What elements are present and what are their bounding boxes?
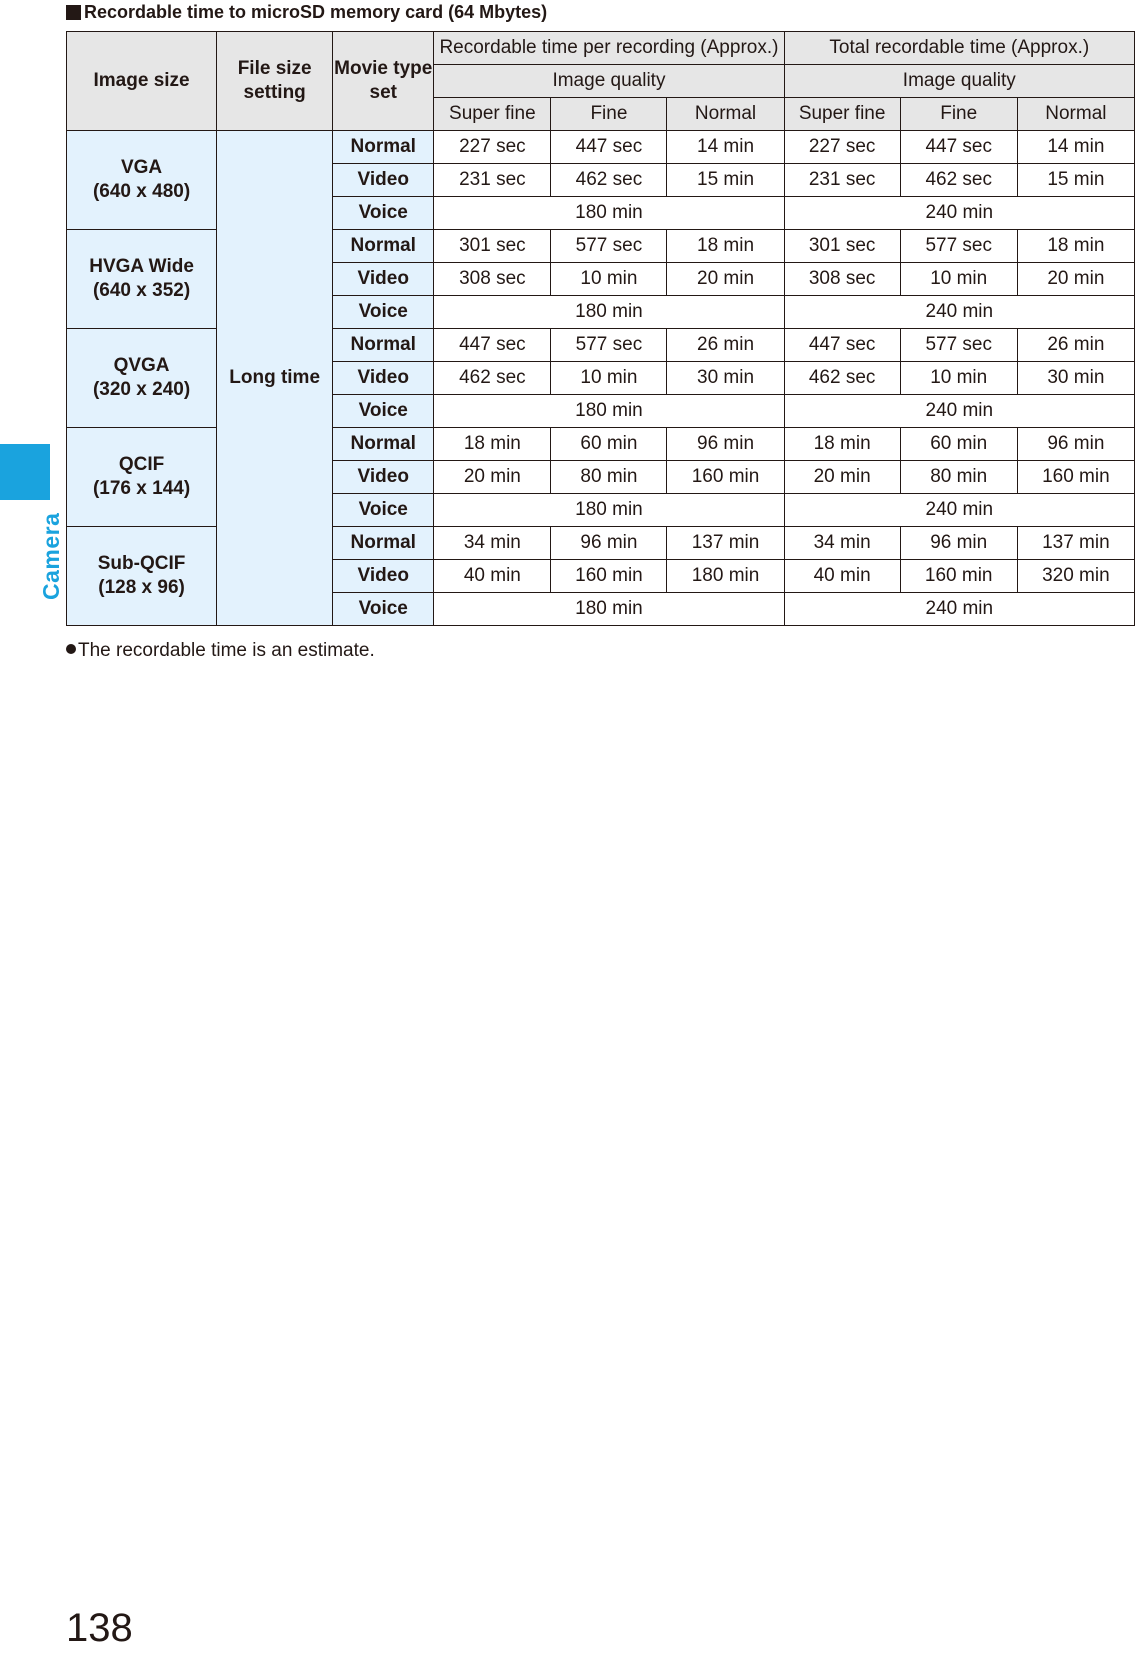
voice-total-cell: 240 min	[784, 494, 1134, 527]
header-quality-fine: Fine	[551, 98, 667, 131]
value-cell: 30 min	[667, 362, 784, 395]
value-cell: 447 sec	[434, 329, 551, 362]
value-cell: 20 min	[434, 461, 551, 494]
value-cell: 447 sec	[900, 131, 1017, 164]
value-cell: 10 min	[900, 362, 1017, 395]
image-size-resolution: (320 x 240)	[92, 379, 191, 400]
movie-type-cell: Video	[333, 362, 434, 395]
value-cell: 34 min	[784, 527, 900, 560]
value-cell: 10 min	[900, 263, 1017, 296]
value-cell: 308 sec	[434, 263, 551, 296]
header-total: Total recordable time (Approx.)	[784, 32, 1134, 65]
header-image-quality: Image quality	[434, 65, 784, 98]
value-cell: 96 min	[667, 428, 784, 461]
movie-type-cell: Normal	[333, 329, 434, 362]
movie-type-cell: Normal	[333, 428, 434, 461]
movie-type-cell: Normal	[333, 527, 434, 560]
voice-total-cell: 240 min	[784, 593, 1134, 626]
value-cell: 14 min	[1017, 131, 1134, 164]
movie-type-cell: Normal	[333, 230, 434, 263]
movie-type-cell: Voice	[333, 593, 434, 626]
square-bullet-icon	[66, 5, 81, 20]
voice-per-recording-cell: 180 min	[434, 296, 784, 329]
image-size-resolution: (128 x 96)	[98, 577, 185, 598]
section-heading	[66, 0, 547, 24]
chapter-tab-marker	[0, 444, 50, 500]
value-cell: 96 min	[900, 527, 1017, 560]
value-cell: 160 min	[1017, 461, 1134, 494]
value-cell: 40 min	[784, 560, 900, 593]
value-cell: 462 sec	[784, 362, 900, 395]
movie-type-cell: Video	[333, 560, 434, 593]
image-size-cell	[67, 230, 217, 329]
value-cell: 137 min	[667, 527, 784, 560]
value-cell: 20 min	[667, 263, 784, 296]
value-cell: 577 sec	[551, 329, 667, 362]
file-size-setting-cell: Long time	[217, 131, 333, 626]
table-row	[67, 131, 1135, 164]
image-size-cell	[67, 131, 217, 230]
value-cell: 462 sec	[551, 164, 667, 197]
movie-type-cell: Normal	[333, 131, 434, 164]
value-cell: 447 sec	[784, 329, 900, 362]
value-cell: 231 sec	[784, 164, 900, 197]
chapter-label: Camera	[38, 512, 64, 600]
value-cell: 40 min	[434, 560, 551, 593]
value-cell: 301 sec	[434, 230, 551, 263]
header-movie-type-set: Movie type set	[333, 32, 434, 131]
value-cell: 137 min	[1017, 527, 1134, 560]
value-cell: 18 min	[1017, 230, 1134, 263]
value-cell: 227 sec	[434, 131, 551, 164]
image-size-resolution: (176 x 144)	[92, 478, 191, 499]
value-cell: 577 sec	[900, 329, 1017, 362]
header-quality-normal: Normal	[667, 98, 784, 131]
section-heading-text: Recordable time to microSD memory card (64 Mbytes)	[84, 1, 548, 22]
voice-total-cell: 240 min	[784, 296, 1134, 329]
header-quality-normal: Normal	[1017, 98, 1134, 131]
value-cell: 20 min	[784, 461, 900, 494]
bullet-icon	[66, 644, 76, 654]
value-cell: 447 sec	[551, 131, 667, 164]
header-quality-super-fine: Super fine	[434, 98, 551, 131]
footnote-text: The recordable time is an estimate.	[78, 640, 375, 661]
image-size-resolution: (640 x 352)	[92, 280, 191, 301]
value-cell: 96 min	[1017, 428, 1134, 461]
image-size-cell	[67, 527, 217, 626]
value-cell: 320 min	[1017, 560, 1134, 593]
header-quality-fine: Fine	[900, 98, 1017, 131]
value-cell: 60 min	[900, 428, 1017, 461]
value-cell: 18 min	[784, 428, 900, 461]
value-cell: 462 sec	[434, 362, 551, 395]
value-cell: 308 sec	[784, 263, 900, 296]
value-cell: 15 min	[667, 164, 784, 197]
movie-type-cell: Video	[333, 164, 434, 197]
value-cell: 80 min	[551, 461, 667, 494]
value-cell: 18 min	[434, 428, 551, 461]
value-cell: 30 min	[1017, 362, 1134, 395]
image-size-cell	[67, 428, 217, 527]
value-cell: 227 sec	[784, 131, 900, 164]
value-cell: 462 sec	[900, 164, 1017, 197]
voice-per-recording-cell: 180 min	[434, 197, 784, 230]
value-cell: 34 min	[434, 527, 551, 560]
movie-type-cell: Voice	[333, 197, 434, 230]
image-size-cell	[67, 329, 217, 428]
value-cell: 14 min	[667, 131, 784, 164]
value-cell: 10 min	[551, 362, 667, 395]
image-size-name: Sub-QCIF	[97, 553, 186, 574]
value-cell: 96 min	[551, 527, 667, 560]
voice-per-recording-cell: 180 min	[434, 395, 784, 428]
value-cell: 15 min	[1017, 164, 1134, 197]
value-cell: 60 min	[551, 428, 667, 461]
value-cell: 231 sec	[434, 164, 551, 197]
value-cell: 577 sec	[900, 230, 1017, 263]
header-quality-super-fine: Super fine	[784, 98, 900, 131]
footnote	[66, 640, 375, 662]
value-cell: 26 min	[1017, 329, 1134, 362]
movie-type-cell: Voice	[333, 296, 434, 329]
value-cell: 301 sec	[784, 230, 900, 263]
value-cell: 577 sec	[551, 230, 667, 263]
value-cell: 160 min	[667, 461, 784, 494]
image-size-name: VGA	[120, 157, 163, 178]
image-size-name: QCIF	[118, 454, 165, 475]
header-image-quality: Image quality	[784, 65, 1134, 98]
header-image-size: Image size	[67, 32, 217, 131]
voice-total-cell: 240 min	[784, 395, 1134, 428]
value-cell: 10 min	[551, 263, 667, 296]
movie-type-cell: Video	[333, 461, 434, 494]
value-cell: 180 min	[667, 560, 784, 593]
voice-total-cell: 240 min	[784, 197, 1134, 230]
page-number: 138	[66, 1606, 133, 1650]
header-per-recording: Recordable time per recording (Approx.)	[434, 32, 784, 65]
movie-type-cell: Voice	[333, 395, 434, 428]
movie-type-cell: Voice	[333, 494, 434, 527]
image-size-name: QVGA	[113, 355, 170, 376]
movie-type-cell: Video	[333, 263, 434, 296]
value-cell: 18 min	[667, 230, 784, 263]
value-cell: 160 min	[900, 560, 1017, 593]
header-file-size-setting: File size setting	[217, 32, 333, 131]
value-cell: 80 min	[900, 461, 1017, 494]
image-size-resolution: (640 x 480)	[92, 181, 191, 202]
value-cell: 20 min	[1017, 263, 1134, 296]
voice-per-recording-cell: 180 min	[434, 593, 784, 626]
voice-per-recording-cell: 180 min	[434, 494, 784, 527]
value-cell: 160 min	[551, 560, 667, 593]
value-cell: 26 min	[667, 329, 784, 362]
image-size-name: HVGA Wide	[89, 256, 194, 277]
recordable-time-table	[66, 31, 1135, 626]
